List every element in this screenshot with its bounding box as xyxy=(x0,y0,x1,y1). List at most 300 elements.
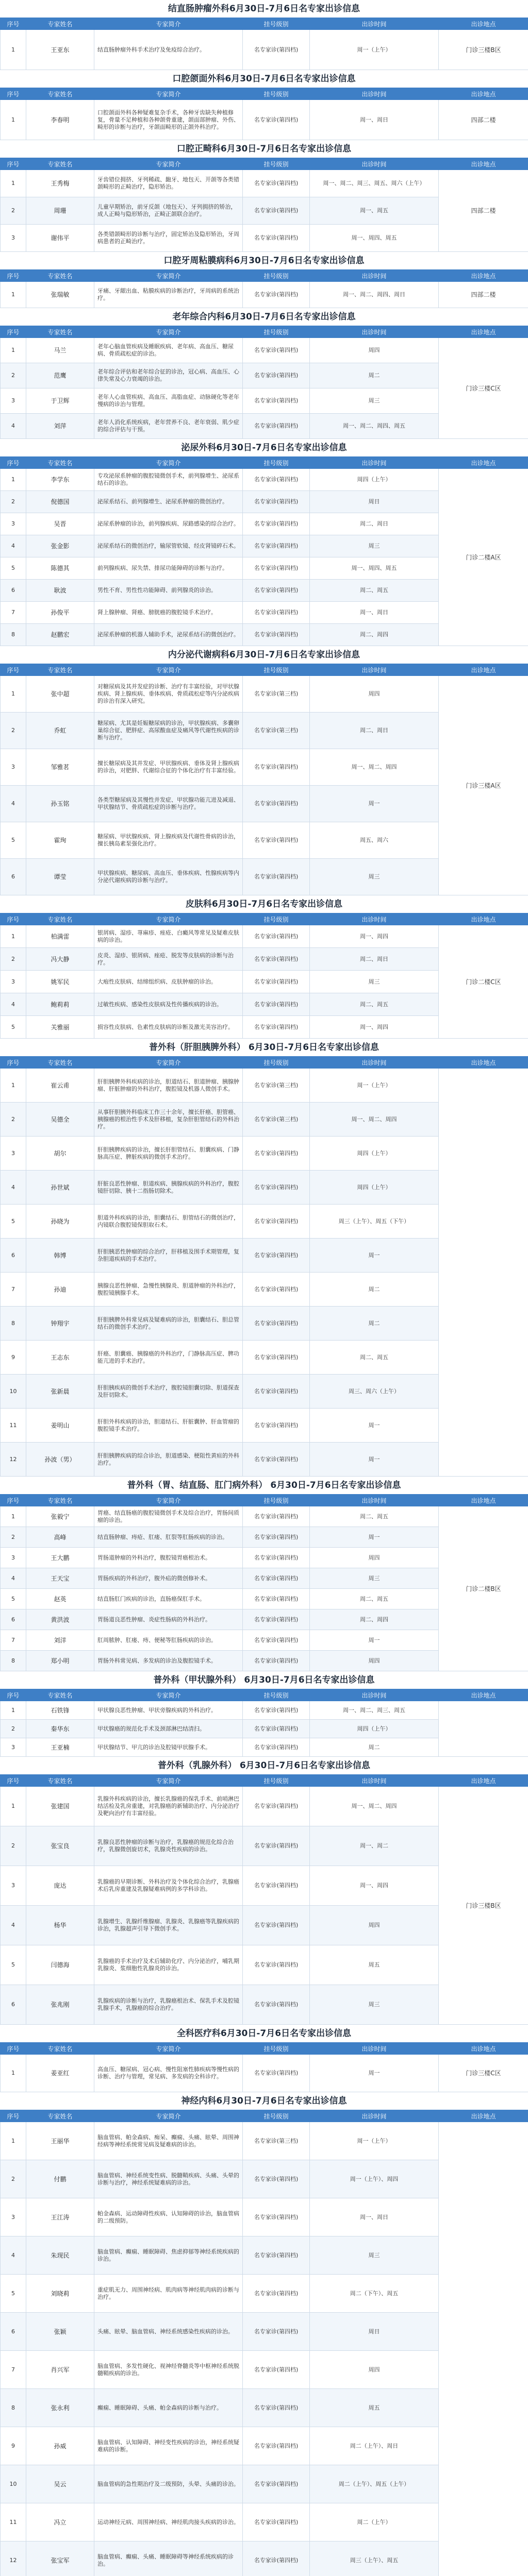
registration-level: 名专家诊(第四档) xyxy=(243,1171,310,1205)
expert-name: 郑小明 xyxy=(26,1651,94,1671)
expert-no: 9 xyxy=(1,2427,26,2465)
clinic-time: 周二（上午）、周五（上午） xyxy=(310,2465,439,2503)
expert-no: 1 xyxy=(1,170,26,197)
schedule-table xyxy=(0,664,528,895)
clinic-time: 周一 xyxy=(310,1527,439,1548)
clinic-time: 周日 xyxy=(310,491,439,513)
department-section xyxy=(0,252,528,308)
registration-level: 名专家诊(第三档) xyxy=(243,713,310,749)
expert-no: 2 xyxy=(1,363,26,388)
expert-intro: 重症肌无力、周围神经病、肌肉病等神经肌肉病的诊断与治疗。 xyxy=(94,2275,243,2313)
header-no: 序号 xyxy=(1,913,26,925)
expert-intro: 高血压、糖尿病、冠心病、慢性阻塞性肺疾病等慢性病的诊断、治疗与管理，常见病、多发病的全科诊疗。 xyxy=(94,2055,243,2092)
expert-no: 4 xyxy=(1,2236,26,2275)
clinic-time: 周三 xyxy=(310,2236,439,2275)
header-location: 出诊地点 xyxy=(439,1495,528,1506)
registration-level: 名专家诊(第四档) xyxy=(243,2465,310,2503)
section-title: 普外科（胃、结直肠、肛门病外科） 6月30日-7月6日名专家出诊信息 xyxy=(0,1477,528,1494)
clinic-time: 周一、周二、周四、周五 xyxy=(310,414,439,439)
header-no: 序号 xyxy=(1,158,26,170)
clinic-time: 周三（上午）、周五 xyxy=(310,2541,439,2576)
header-level: 挂号级别 xyxy=(243,2110,310,2122)
clinic-time: 周一、周日 xyxy=(310,602,439,624)
expert-intro: 肝胆胰恶性肿瘤的综合治疗，肝移植及围手术期管理，复杂胆道疾病的手术治疗。 xyxy=(94,1239,243,1273)
expert-no: 10 xyxy=(1,2465,26,2503)
expert-no: 4 xyxy=(1,1568,26,1589)
schedule-table xyxy=(0,1774,528,2025)
header-intro: 专家简介 xyxy=(94,664,243,676)
clinic-time: 周二 xyxy=(310,1273,439,1307)
expert-name: 王丽华 xyxy=(26,2122,94,2160)
expert-intro: 肝胆胰脾外科疾病的诊治，胆道结石、胆道肿瘤、胰腺肿瘤、肝脏肿瘤的外科治疗，腹腔镜及机器人微创手术。 xyxy=(94,1069,243,1103)
header-level: 挂号级别 xyxy=(243,158,310,170)
expert-intro: 癫痫、睡眠障碍、头痛、帕金森病的诊断与治疗。 xyxy=(94,2389,243,2427)
department-section xyxy=(0,0,528,70)
expert-no: 12 xyxy=(1,1443,26,1477)
expert-intro: 乳腺癌的手术治疗及术后辅助化疗、内分泌治疗，哺乳期乳腺炎、浆细胞性乳腺炎的诊治。 xyxy=(94,1945,243,1985)
expert-name: 钟翔宇 xyxy=(26,1307,94,1341)
registration-level: 名专家诊(第四档) xyxy=(243,1273,310,1307)
expert-intro: 从事肝胆胰外科临床工作三十余年，擅长肝癌、胆管癌、胰腺癌的根治性手术及肝移植，复杂肝胆管结石的外科治疗。 xyxy=(94,1103,243,1137)
expert-no: 7 xyxy=(1,602,26,624)
expert-no: 5 xyxy=(1,1589,26,1609)
registration-level: 名专家诊(第四档) xyxy=(243,1906,310,1945)
schedule-table xyxy=(0,88,528,140)
clinic-time: 周一、周二、周三、周五 xyxy=(310,1701,439,1720)
expert-intro: 乳腺良恶性肿瘤的诊断与治疗，乳腺癌的规范化综合治疗，乳腺微创旋切术，乳腺炎性疾病的诊治。 xyxy=(94,1826,243,1866)
header-no: 序号 xyxy=(1,1775,26,1787)
schedule-table xyxy=(0,913,528,1039)
expert-intro: 胃肠道肿瘤的外科治疗，腹腔镜胃癌根治术。 xyxy=(94,1548,243,1568)
clinic-time: 周五 xyxy=(310,1945,439,1985)
clinic-time: 周一（上午） xyxy=(310,2122,439,2160)
header-level: 挂号级别 xyxy=(243,1689,310,1701)
header-name: 专家姓名 xyxy=(26,1495,94,1506)
registration-level: 名专家诊(第四档) xyxy=(243,1205,310,1239)
clinic-time: 周四 xyxy=(310,1548,439,1568)
expert-name: 于卫辉 xyxy=(26,388,94,414)
clinic-location: 门诊三楼B区 xyxy=(439,1787,528,2025)
expert-no: 2 xyxy=(1,1103,26,1137)
expert-name: 周珊 xyxy=(26,197,94,225)
registration-level: 名专家诊(第四档) xyxy=(243,1630,310,1651)
expert-name: 秦华东 xyxy=(26,1720,94,1738)
registration-level: 名专家诊(第四档) xyxy=(243,859,310,895)
expert-name: 朱现民 xyxy=(26,2236,94,2275)
table-header-row xyxy=(1,1057,528,1069)
header-no: 序号 xyxy=(1,1689,26,1701)
header-time: 出诊时间 xyxy=(310,1057,439,1069)
clinic-time: 周一、周四 xyxy=(310,925,439,948)
clinic-location: 门诊二楼A区 xyxy=(439,469,528,646)
clinic-time: 周三 xyxy=(310,1568,439,1589)
clinic-time: 周二、周日 xyxy=(310,713,439,749)
expert-no: 4 xyxy=(1,993,26,1016)
header-time: 出诊时间 xyxy=(310,88,439,100)
expert-no: 11 xyxy=(1,1409,26,1443)
expert-name: 李学东 xyxy=(26,469,94,491)
clinic-time: 周一、周四、周五 xyxy=(310,225,439,252)
expert-name: 张永利 xyxy=(26,2389,94,2427)
department-section xyxy=(0,308,528,439)
header-no: 序号 xyxy=(1,270,26,282)
header-time: 出诊时间 xyxy=(310,2043,439,2055)
expert-intro: 擅长糖尿病及其并发症、甲状腺疾病、垂体及肾上腺疾病的诊治，对肥胖、代谢综合征的个体化治疗有丰富经验。 xyxy=(94,749,243,786)
expert-row xyxy=(1,469,528,491)
clinic-time: 周二 xyxy=(310,363,439,388)
expert-no: 12 xyxy=(1,2541,26,2576)
clinic-time: 周一、周四 xyxy=(310,1016,439,1039)
expert-no: 2 xyxy=(1,2160,26,2198)
header-time: 出诊时间 xyxy=(310,2110,439,2122)
expert-intro: 胃肠疾病的外科治疗，腹外疝的微创修补术。 xyxy=(94,1568,243,1589)
clinic-time: 周二、周五 xyxy=(310,580,439,602)
expert-intro: 老年人心血管疾病、高血压、高脂血症、动脉硬化等老年慢病的诊治与管理。 xyxy=(94,388,243,414)
registration-level: 名专家诊(第四档) xyxy=(243,2160,310,2198)
registration-level: 名专家诊(第四档) xyxy=(243,1375,310,1409)
expert-intro: 糖尿病、甲状腺疾病、肾上腺疾病及代谢性骨病的诊治，擅长胰岛素泵强化治疗。 xyxy=(94,822,243,859)
expert-name: 杨华 xyxy=(26,1906,94,1945)
registration-level: 名专家诊(第三档) xyxy=(243,2122,310,2160)
clinic-time: 周一、周二、周三、周五、周六（上午） xyxy=(310,170,439,197)
expert-name: 鲍莉莉 xyxy=(26,993,94,1016)
expert-no: 11 xyxy=(1,2503,26,2541)
expert-no: 6 xyxy=(1,1985,26,2025)
expert-no: 5 xyxy=(1,822,26,859)
expert-name: 孙波（男） xyxy=(26,1443,94,1477)
header-time: 出诊时间 xyxy=(310,18,439,30)
header-level: 挂号级别 xyxy=(243,913,310,925)
registration-level: 名专家诊(第四档) xyxy=(243,225,310,252)
expert-no: 1 xyxy=(1,925,26,948)
header-name: 专家姓名 xyxy=(26,913,94,925)
clinic-location: 四部二楼 xyxy=(439,282,528,308)
expert-no: 3 xyxy=(1,2198,26,2236)
header-level: 挂号级别 xyxy=(243,457,310,469)
expert-no: 2 xyxy=(1,948,26,971)
clinic-time: 周二（上午） xyxy=(310,2503,439,2541)
registration-level: 名专家诊(第四档) xyxy=(243,557,310,580)
expert-no: 6 xyxy=(1,1239,26,1273)
header-no: 序号 xyxy=(1,2043,26,2055)
department-section xyxy=(0,2092,528,2576)
expert-intro: 乳腺疾病的诊断与治疗，乳腺癌根治术、保乳手术及腔镜乳腺手术，乳腺癌的综合治疗。 xyxy=(94,1985,243,2025)
header-location: 出诊地点 xyxy=(439,1775,528,1787)
registration-level: 名专家诊(第四档) xyxy=(243,2541,310,2576)
clinic-time: 周二、周日 xyxy=(310,948,439,971)
registration-level: 名专家诊(第四档) xyxy=(243,993,310,1016)
clinic-time: 周一 xyxy=(310,1239,439,1273)
table-header-row xyxy=(1,664,528,676)
clinic-time: 周二、周四 xyxy=(310,1609,439,1630)
expert-name: 孙俊平 xyxy=(26,602,94,624)
expert-name: 刘洋 xyxy=(26,1630,94,1651)
clinic-time: 周二、周日 xyxy=(310,513,439,535)
department-section xyxy=(0,646,528,895)
expert-intro: 银屑病、湿疹、荨麻疹、痤疮、白癜风等常见及疑难皮肤病的诊治。 xyxy=(94,925,243,948)
expert-name: 张颖 xyxy=(26,2313,94,2351)
expert-name: 谭莹 xyxy=(26,859,94,895)
clinic-time: 周一 xyxy=(310,2055,439,2092)
expert-name: 吴德全 xyxy=(26,1103,94,1137)
department-section xyxy=(0,1671,528,1757)
header-intro: 专家简介 xyxy=(94,18,243,30)
registration-level: 名专家诊(第四档) xyxy=(243,2313,310,2351)
expert-name: 高峰 xyxy=(26,1527,94,1548)
expert-name: 王江涛 xyxy=(26,2198,94,2236)
expert-no: 5 xyxy=(1,1945,26,1985)
expert-intro: 牙痛、牙龈出血、粘膜疾病的诊断治疗，牙周病的系统治疗。 xyxy=(94,282,243,308)
expert-name: 肖兴军 xyxy=(26,2351,94,2389)
table-header-row xyxy=(1,2110,528,2122)
expert-intro: 泌尿系结石、前列腺增生、泌尿系肿瘤的微创治疗。 xyxy=(94,491,243,513)
expert-intro: 甲状腺癌的规范化手术及颈部淋巴结清扫。 xyxy=(94,1720,243,1738)
registration-level: 名专家诊(第四档) xyxy=(243,197,310,225)
clinic-time: 周一、周二、周四、周日 xyxy=(310,282,439,308)
clinic-time: 周二 xyxy=(310,1307,439,1341)
clinic-time: 周日 xyxy=(310,2313,439,2351)
expert-name: 张新晨 xyxy=(26,1375,94,1409)
expert-no: 8 xyxy=(1,1307,26,1341)
expert-row xyxy=(1,1506,528,1527)
registration-level: 名专家诊(第四档) xyxy=(243,1945,310,1985)
clinic-time: 周二、周五 xyxy=(310,1506,439,1527)
expert-no: 4 xyxy=(1,786,26,822)
table-header-row xyxy=(1,1689,528,1701)
expert-no: 1 xyxy=(1,1701,26,1720)
section-title: 普外科（甲状腺外科） 6月30日-7月6日名专家出诊信息 xyxy=(0,1671,528,1689)
header-name: 专家姓名 xyxy=(26,2043,94,2055)
expert-no: 2 xyxy=(1,491,26,513)
header-location: 出诊地点 xyxy=(439,664,528,676)
expert-intro: 胃癌、结直肠癌的腹腔镜微创手术及综合治疗，胃肠间质瘤的诊治。 xyxy=(94,1506,243,1527)
clinic-time: 周五 xyxy=(310,2389,439,2427)
expert-no: 5 xyxy=(1,2275,26,2313)
expert-intro: 牙齿错位拥挤、牙列稀疏、龅牙、地包天、开颌等各类错颌畸形的正畸治疗，隐形矫治。 xyxy=(94,170,243,197)
header-name: 专家姓名 xyxy=(26,2110,94,2122)
expert-name: 柏满雷 xyxy=(26,925,94,948)
expert-row xyxy=(1,338,528,363)
clinic-location xyxy=(439,2122,528,2576)
clinic-time: 周四（上午） xyxy=(310,1720,439,1738)
registration-level: 名专家诊(第四档) xyxy=(243,1701,310,1720)
header-name: 专家姓名 xyxy=(26,1775,94,1787)
expert-intro: 脑血管病的急性期治疗及二级预防，头晕、头痛的诊治。 xyxy=(94,2465,243,2503)
header-intro: 专家简介 xyxy=(94,1057,243,1069)
header-name: 专家姓名 xyxy=(26,1057,94,1069)
expert-intro: 胆道外科疾病的诊治，胆囊结石、胆管结石的微创治疗，内镜联合腹腔镜保胆取石术。 xyxy=(94,1205,243,1239)
header-no: 序号 xyxy=(1,457,26,469)
expert-name: 范鹰 xyxy=(26,363,94,388)
header-intro: 专家简介 xyxy=(94,1689,243,1701)
expert-intro: 老年综合评估和老年综合征的诊治，冠心病、高血压、心律失常及心力衰竭的诊治。 xyxy=(94,363,243,388)
registration-level: 名专家诊(第四档) xyxy=(243,948,310,971)
expert-name: 张宝良 xyxy=(26,1826,94,1866)
registration-level: 名专家诊(第四档) xyxy=(243,30,310,70)
expert-no: 7 xyxy=(1,2351,26,2389)
expert-intro: 肝癌、胆囊癌、胰腺癌的外科治疗，门静脉高压症、脾功能亢进的手术治疗。 xyxy=(94,1341,243,1375)
clinic-location: 门诊三楼C区 xyxy=(439,2055,528,2092)
department-section xyxy=(0,2025,528,2092)
section-title: 普外科（乳腺外科） 6月30日-7月6日名专家出诊信息 xyxy=(0,1757,528,1774)
header-intro: 专家简介 xyxy=(94,270,243,282)
expert-intro: 脑血管病、帕金森病、痴呆、癫痫、头痛、眩晕、周围神经病等神经系统常见病及疑难病的诊治。 xyxy=(94,2122,243,2160)
registration-level: 名专家诊(第四档) xyxy=(243,1985,310,2025)
header-intro: 专家简介 xyxy=(94,1495,243,1506)
expert-name: 石铁锋 xyxy=(26,1701,94,1720)
clinic-time: 周一、周二、周四 xyxy=(310,1787,439,1826)
expert-intro: 肛周脓肿、肛瘘、痔、便秘等肛肠疾病的诊治。 xyxy=(94,1630,243,1651)
expert-name: 张毅宁 xyxy=(26,1506,94,1527)
header-intro: 专家简介 xyxy=(94,2043,243,2055)
clinic-time: 周三 xyxy=(310,388,439,414)
header-level: 挂号级别 xyxy=(243,88,310,100)
registration-level: 名专家诊(第四档) xyxy=(243,1016,310,1039)
header-location: 出诊地点 xyxy=(439,158,528,170)
registration-level: 名专家诊(第四档) xyxy=(243,2236,310,2275)
header-name: 专家姓名 xyxy=(26,158,94,170)
expert-name: 张宝军 xyxy=(26,2541,94,2576)
expert-name: 王秀梅 xyxy=(26,170,94,197)
expert-no: 1 xyxy=(1,1787,26,1826)
expert-intro: 胃肠外科常见病、多发病的诊治及腹腔镜手术。 xyxy=(94,1651,243,1671)
registration-level: 名专家诊(第四档) xyxy=(243,1738,310,1757)
expert-name: 姜明山 xyxy=(26,1409,94,1443)
expert-name: 姜亚红 xyxy=(26,2055,94,2092)
expert-name: 王亚东 xyxy=(26,30,94,70)
expert-no: 8 xyxy=(1,624,26,646)
header-name: 专家姓名 xyxy=(26,326,94,338)
expert-intro: 胃肠道良恶性肿瘤、炎症性肠病的外科治疗。 xyxy=(94,1609,243,1630)
expert-intro: 老年心脑血管疾病及睡眠疾病、老年病、高血压、糖尿病、骨质疏松症的诊治。 xyxy=(94,338,243,363)
clinic-location: 门诊三楼C区 xyxy=(439,338,528,439)
expert-row xyxy=(1,1069,528,1103)
table-header-row xyxy=(1,2043,528,2055)
registration-level: 名专家诊(第四档) xyxy=(243,2351,310,2389)
registration-level: 名专家诊(第四档) xyxy=(243,1137,310,1171)
registration-level: 名专家诊(第四档) xyxy=(243,513,310,535)
expert-name: 邹雅茗 xyxy=(26,749,94,786)
section-title: 内分泌代谢病科6月30日-7月6日名专家出诊信息 xyxy=(0,646,528,664)
registration-level: 名专家诊(第四档) xyxy=(243,2427,310,2465)
expert-name: 崔云甫 xyxy=(26,1069,94,1103)
registration-level: 名专家诊(第四档) xyxy=(243,388,310,414)
schedule-table xyxy=(0,1056,528,1477)
clinic-location: 四部二楼 xyxy=(439,170,528,252)
expert-intro: 肝胆胰疾病的微创手术治疗，腹腔镜胆囊切除、胆道探查及肝切除术。 xyxy=(94,1375,243,1409)
clinic-time: 周四 xyxy=(310,2351,439,2389)
registration-level: 名专家诊(第四档) xyxy=(243,170,310,197)
expert-intro: 甲状腺结节、甲亢的诊治及腔镜甲状腺手术。 xyxy=(94,1738,243,1757)
table-header-row xyxy=(1,457,528,469)
clinic-time: 周四（上午） xyxy=(310,1137,439,1171)
clinic-time: 周一、周四 xyxy=(310,1866,439,1906)
table-header-row xyxy=(1,326,528,338)
expert-name: 孙晓为 xyxy=(26,1205,94,1239)
expert-row xyxy=(1,1701,528,1720)
expert-intro: 儿童早期矫治，前牙反颌（地包天）、牙列拥挤的矫治，成人正畸与隐形矫治，正畸正颌联合治疗。 xyxy=(94,197,243,225)
registration-level: 名专家诊(第四档) xyxy=(243,971,310,993)
expert-name: 倪德国 xyxy=(26,491,94,513)
header-level: 挂号级别 xyxy=(243,1057,310,1069)
expert-name: 王亚楠 xyxy=(26,1738,94,1757)
expert-row xyxy=(1,170,528,197)
expert-intro: 肝胆胰脾外科常见病及疑难病的诊治，胆囊结石、胆总管结石的微创手术治疗。 xyxy=(94,1307,243,1341)
clinic-time: 周四 xyxy=(310,676,439,713)
header-intro: 专家简介 xyxy=(94,2110,243,2122)
header-name: 专家姓名 xyxy=(26,1689,94,1701)
schedule-table xyxy=(0,158,528,252)
expert-no: 1 xyxy=(1,469,26,491)
expert-intro: 甲状腺良恶性肿瘤、甲状旁腺疾病的外科治疗。 xyxy=(94,1701,243,1720)
section-title: 结直肠肿瘤外科6月30日-7月6日名专家出诊信息 xyxy=(0,0,528,18)
table-header-row xyxy=(1,1495,528,1506)
expert-no: 10 xyxy=(1,1375,26,1409)
expert-name: 乔虹 xyxy=(26,713,94,749)
registration-level: 名专家诊(第四档) xyxy=(243,1720,310,1738)
expert-intro: 男性不育、男性性功能障碍、前列腺炎的诊治。 xyxy=(94,580,243,602)
expert-no: 1 xyxy=(1,338,26,363)
expert-intro: 胰腺良恶性肿瘤、急慢性胰腺炎、胆道肿瘤的外科治疗，腹腔镜胰腺手术。 xyxy=(94,1273,243,1307)
schedule-table xyxy=(0,2042,528,2092)
registration-level: 名专家诊(第四档) xyxy=(243,822,310,859)
expert-no: 9 xyxy=(1,1341,26,1375)
header-no: 序号 xyxy=(1,18,26,30)
clinic-time: 周三（上午）、周五（下午） xyxy=(310,1205,439,1239)
registration-level: 名专家诊(第四档) xyxy=(243,925,310,948)
registration-level: 名专家诊(第四档) xyxy=(243,282,310,308)
expert-name: 刘晓莉 xyxy=(26,2275,94,2313)
registration-level: 名专家诊(第四档) xyxy=(243,2055,310,2092)
table-header-row xyxy=(1,270,528,282)
header-name: 专家姓名 xyxy=(26,457,94,469)
header-no: 序号 xyxy=(1,1057,26,1069)
expert-no: 4 xyxy=(1,1906,26,1945)
expert-intro: 乳腺癌的早期诊断、外科治疗及个体化综合治疗，乳腺癌术后乳房重建及乳腺疑难病例的多学科诊治。 xyxy=(94,1866,243,1906)
expert-intro: 过敏性疾病、感染性皮肤病及性传播疾病的诊治。 xyxy=(94,993,243,1016)
expert-row xyxy=(1,100,528,140)
section-title: 神经内科6月30日-7月6日名专家出诊信息 xyxy=(0,2092,528,2110)
expert-intro: 乳腺外科疾病的诊治，擅长乳腺癌的保乳手术、前哨淋巴结活检及乳房重建，对乳腺癌的新辅助治疗、内分泌治疗及靶向治疗有丰富经验。 xyxy=(94,1787,243,1826)
registration-level: 名专家诊(第四档) xyxy=(243,580,310,602)
clinic-time: 周一（上午）、周四 xyxy=(310,2160,439,2198)
expert-no: 1 xyxy=(1,2122,26,2160)
expert-no: 2 xyxy=(1,197,26,225)
header-level: 挂号级别 xyxy=(243,664,310,676)
expert-intro: 结直肠肿瘤、痔疮、肛瘘、肛裂等肛肠疾病的诊治。 xyxy=(94,1527,243,1548)
registration-level: 名专家诊(第四档) xyxy=(243,1866,310,1906)
header-time: 出诊时间 xyxy=(310,158,439,170)
registration-level: 名专家诊(第四档) xyxy=(243,786,310,822)
header-time: 出诊时间 xyxy=(310,1775,439,1787)
header-time: 出诊时间 xyxy=(310,1689,439,1701)
registration-level: 名专家诊(第四档) xyxy=(243,363,310,388)
schedule-table xyxy=(0,326,528,439)
expert-intro: 前列腺疾病、尿失禁、排尿功能障碍的诊断与治疗。 xyxy=(94,557,243,580)
expert-name: 李春明 xyxy=(26,100,94,140)
registration-level: 名专家诊(第四档) xyxy=(243,1609,310,1630)
expert-intro: 脑血管病、认知障碍、神经变性疾病的诊治，神经系统疑难病的诊断。 xyxy=(94,2427,243,2465)
clinic-time: 周五、周六 xyxy=(310,822,439,859)
expert-row xyxy=(1,676,528,713)
expert-intro: 脑血管病、神经系统变性病、脱髓鞘疾病、头痛、头晕的诊断与治疗，神经系统疑难病的诊治。 xyxy=(94,2160,243,2198)
header-location: 出诊地点 xyxy=(439,18,528,30)
expert-intro: 泌尿系肿瘤的诊治，前列腺疾病、尿路感染的综合治疗。 xyxy=(94,513,243,535)
expert-name: 冯立 xyxy=(26,2503,94,2541)
expert-intro: 脑血管病、癫痫、睡眠障碍、焦虑抑郁等神经系统疾病的诊治。 xyxy=(94,2236,243,2275)
registration-level: 名专家诊(第四档) xyxy=(243,1527,310,1548)
expert-name: 王天宝 xyxy=(26,1568,94,1589)
